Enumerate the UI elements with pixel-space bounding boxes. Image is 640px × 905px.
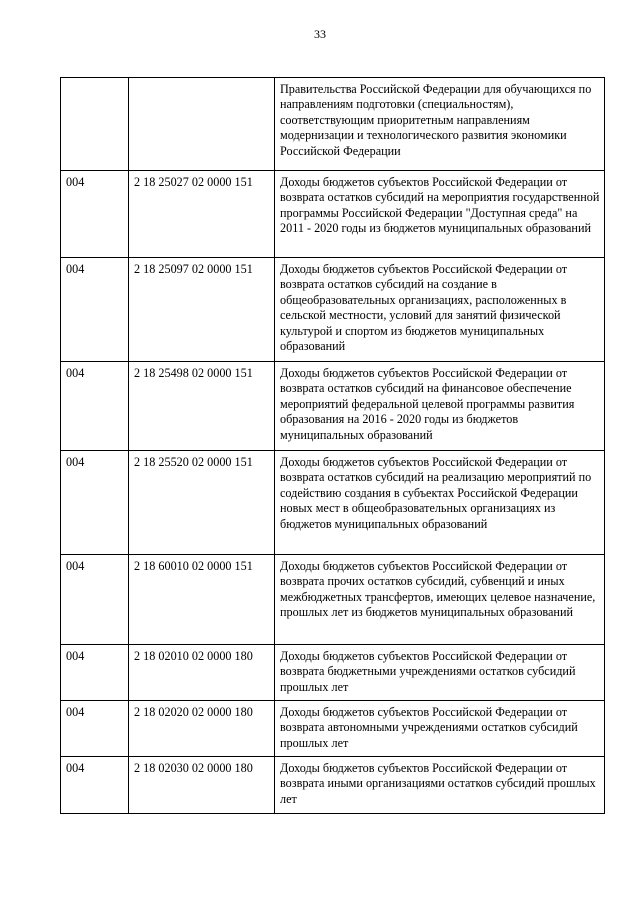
admin-code-cell: 004: [61, 171, 129, 258]
budget-code-cell: 2 18 02020 02 0000 180: [129, 701, 275, 757]
income-name-cell: Доходы бюджетов субъектов Российской Федерации от возврата прочих остатков субсидий, субвенций и иных межбюджетных трансфертов, имеющих целевое назначение, прошлых лет из бюджетов муниципальных образований: [275, 555, 605, 645]
budget-code-cell: 2 18 25498 02 0000 151: [129, 362, 275, 451]
table-row: [61, 171, 605, 258]
table-row: [61, 701, 605, 757]
admin-code-cell: 004: [61, 645, 129, 701]
table-row: [61, 555, 605, 645]
admin-code-cell: 004: [61, 451, 129, 555]
budget-code-cell: 2 18 25097 02 0000 151: [129, 258, 275, 362]
budget-classification-table: [60, 77, 605, 814]
income-name-cell: Доходы бюджетов субъектов Российской Федерации от возврата остатков субсидий на финансовое обеспечение мероприятий федеральной целевой программы развития образования на 2016 - 2020 годы из бюджетов муниципальных образований: [275, 362, 605, 451]
income-name-cell: Доходы бюджетов субъектов Российской Федерации от возврата бюджетными учреждениями остатков субсидий прошлых лет: [275, 645, 605, 701]
budget-code-cell: 2 18 25027 02 0000 151: [129, 171, 275, 258]
income-name-cell: Доходы бюджетов субъектов Российской Федерации от возврата автономными учреждениями остатков субсидий прошлых лет: [275, 701, 605, 757]
table-row: [61, 645, 605, 701]
admin-code-cell: [61, 78, 129, 171]
income-name-cell: Доходы бюджетов субъектов Российской Федерации от возврата иными организациями остатков субсидий прошлых лет: [275, 757, 605, 814]
table-row: [61, 78, 605, 171]
income-name-cell: Доходы бюджетов субъектов Российской Федерации от возврата остатков субсидий на мероприятия государственной программы Российской Федерации "Доступная среда" на 2011 - 2020 годы из бюджетов муниципальных образований: [275, 171, 605, 258]
budget-code-cell: 2 18 02030 02 0000 180: [129, 757, 275, 814]
budget-code-cell: 2 18 25520 02 0000 151: [129, 451, 275, 555]
income-name-cell: Доходы бюджетов субъектов Российской Федерации от возврата остатков субсидий на реализацию мероприятий по содействию создания в субъектах Российской Федерации новых мест в общеобразовательных организациях из бюджетов муниципальных образований: [275, 451, 605, 555]
page-number: 33: [314, 27, 326, 41]
table-row: [61, 451, 605, 555]
table-row: [61, 757, 605, 814]
budget-code-cell: [129, 78, 275, 171]
admin-code-cell: 004: [61, 258, 129, 362]
table-row: [61, 362, 605, 451]
budget-code-cell: 2 18 02010 02 0000 180: [129, 645, 275, 701]
admin-code-cell: 004: [61, 701, 129, 757]
admin-code-cell: 004: [61, 757, 129, 814]
table-row: [61, 258, 605, 362]
admin-code-cell: 004: [61, 362, 129, 451]
admin-code-cell: 004: [61, 555, 129, 645]
budget-code-cell: 2 18 60010 02 0000 151: [129, 555, 275, 645]
income-name-cell: Правительства Российской Федерации для обучающихся по направлениям подготовки (специальностям), соответствующим приоритетным направлениям модернизации и технологического развития экономики Российской Федерации: [275, 78, 605, 171]
income-name-cell: Доходы бюджетов субъектов Российской Федерации от возврата остатков субсидий на создание в общеобразовательных организациях, расположенных в сельской местности, условий для занятий физической культурой и спортом из бюджетов муниципальных образований: [275, 258, 605, 362]
